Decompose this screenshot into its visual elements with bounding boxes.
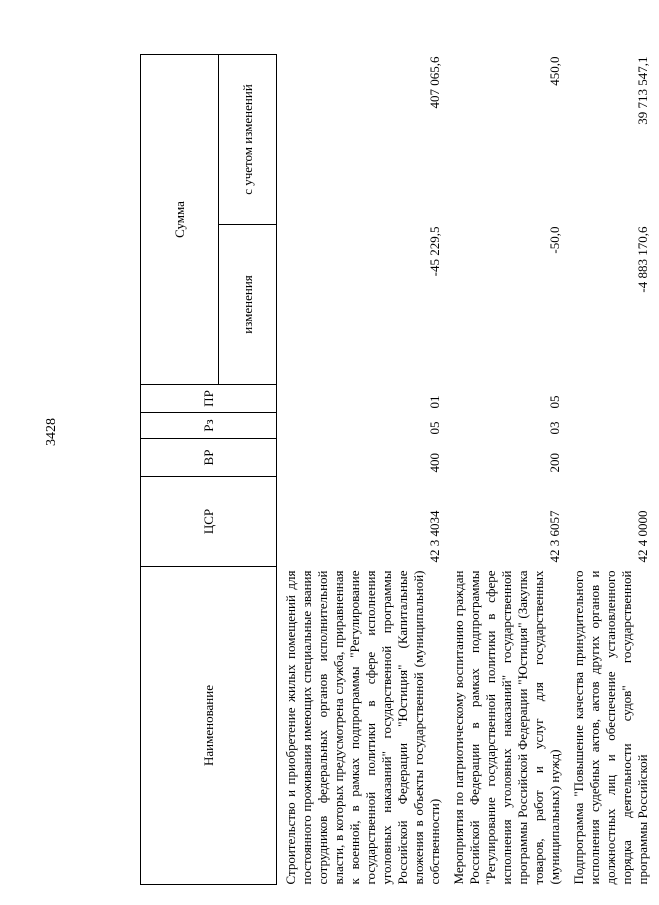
row-pr <box>571 385 659 413</box>
table-row <box>571 55 659 885</box>
row-name: Подпрограмма "Повышение качества принудительного исполнения судебных актов, актов других органов и должностных лиц и обеспечение установленного порядка деятельности судов" государственной программы Российской <box>571 570 650 885</box>
table-row <box>451 55 571 885</box>
row-total: 407 065,6 <box>427 56 442 109</box>
row-pr: 05 <box>547 395 562 409</box>
header-total: с учетом изменений <box>219 55 277 225</box>
row-total: 39 713 547,1 <box>635 56 650 125</box>
row-vr: 200 <box>547 453 562 473</box>
header-vr: ВР <box>141 439 277 477</box>
page-number: 3428 <box>44 418 59 446</box>
budget-table-container <box>140 55 650 885</box>
header-change: изменения <box>219 225 277 385</box>
header-sum: Сумма <box>141 55 219 385</box>
header-csr: ЦСР <box>141 477 277 567</box>
row-name: Строительство и приобретение жилых помещений для постоянного проживания имеющих специальные звания сотрудников федеральных органов исполнительной власти, в которых предусмотрена служба, приравненная к военной, в рамках подпрограммы "Регулирование государственной политики в сфере исполнения уголовных наказаний" государственной программы Российской Федерации "Юстиция" (Капитальные вложения в объекты государственной (муниципальной) собственности) <box>283 570 442 885</box>
row-total: 450,0 <box>547 56 562 86</box>
row-csr: 42 4 0000 <box>635 510 650 563</box>
row-change: -45 229,5 <box>427 226 442 277</box>
header-name: Наименование <box>141 567 277 885</box>
row-name: Мероприятия по патриотическому воспитанию граждан Российской Федерации в рамках подпрограммы "Регулирование государственной политики в сфере исполнения уголовных наказаний" государственной программы Российской Федерации "Юстиция" (Закупка товаров, работ и услуг для государственных (муниципальных) нужд) <box>451 570 562 885</box>
row-csr: 42 3 4034 <box>427 510 442 563</box>
row-change: -50,0 <box>547 226 562 254</box>
row-rz: 03 <box>547 421 562 435</box>
row-csr: 42 3 6057 <box>547 510 562 563</box>
row-rz: 05 <box>427 421 442 435</box>
row-rz <box>571 413 659 439</box>
header-pr: ПР <box>141 385 277 413</box>
table-row <box>277 55 452 885</box>
row-change: -4 883 170,6 <box>635 226 650 293</box>
row-vr <box>571 439 659 477</box>
row-pr: 01 <box>427 395 442 409</box>
row-vr: 400 <box>427 453 442 473</box>
header-rz: Рз <box>141 413 277 439</box>
budget-table <box>140 54 659 885</box>
